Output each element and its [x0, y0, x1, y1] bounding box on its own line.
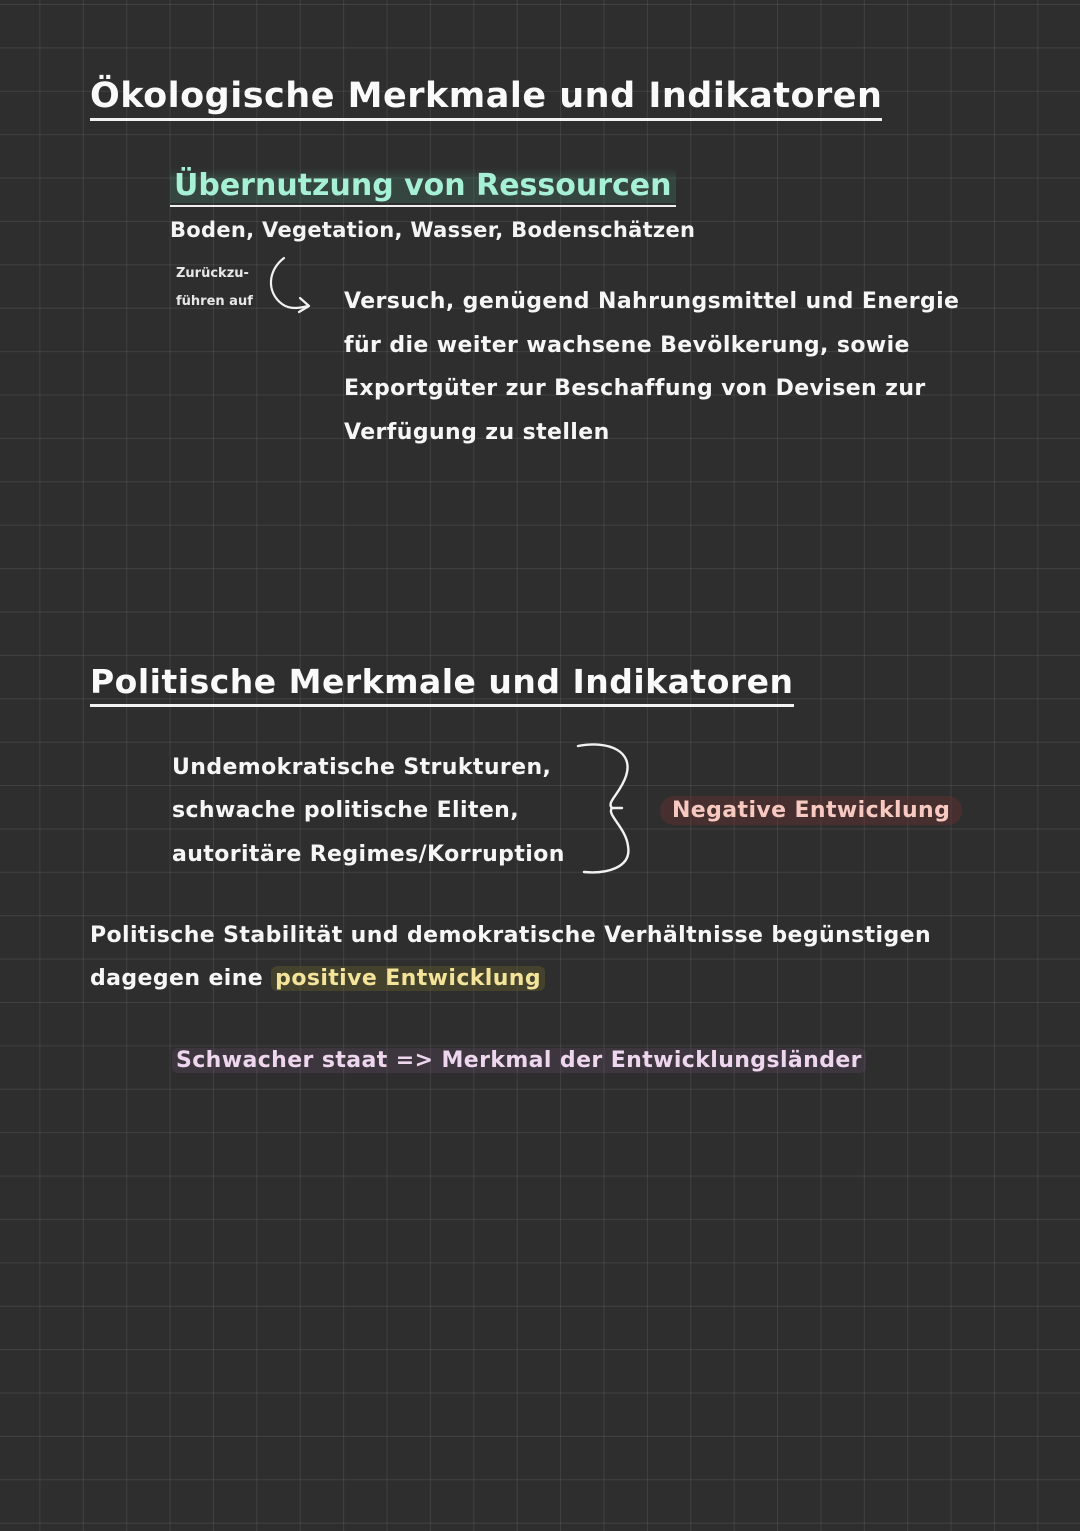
note-zurueckzufuehren-1: Zurückzu-	[176, 266, 249, 281]
weak-state-line	[172, 1039, 866, 1082]
negative-development-text: Negative Entwicklung	[660, 796, 962, 825]
weak-state-prefix: Schwacher staat => Merkmal der	[176, 1048, 603, 1073]
reason-line-1: Versuch, genügend Nahrungsmittel und Energie	[344, 289, 960, 314]
section-title-oekologisch: Ökologische Merkmale und Indikatoren	[90, 76, 882, 121]
note-zurueckzufuehren-2: führen auf	[176, 294, 253, 309]
political-item-3: autoritäre Regimes/Korruption	[172, 842, 565, 867]
stability-line-1: Politische Stabilität und demokratische Verhältnisse begünstigen	[90, 923, 932, 948]
curved-arrow-icon	[262, 252, 322, 322]
stability-prefix: dagegen eine	[90, 966, 264, 991]
subtitle-uebernutzung	[170, 168, 676, 207]
curly-brace-icon	[570, 738, 640, 878]
section-title-politisch: Politische Merkmale und Indikatoren	[90, 662, 794, 707]
subtitle-text: Übernutzung von Ressourcen	[170, 168, 676, 203]
reason-line-4: Verfügung zu stellen	[344, 420, 610, 445]
political-item-1: Undemokratische Strukturen,	[172, 755, 552, 780]
positive-development-highlight: positive Entwicklung	[271, 966, 545, 991]
political-item-2: schwache politische Eliten,	[172, 798, 519, 823]
resource-list: Boden, Vegetation, Wasser, Bodenschätzen	[170, 218, 696, 242]
weak-state-highlight: Entwicklungsländer	[610, 1048, 862, 1073]
stability-line-2	[90, 957, 545, 1000]
reason-line-2: für die weiter wachsene Bevölkerung, sowie	[344, 333, 910, 358]
reason-line-3: Exportgüter zur Beschaffung von Devisen zur	[344, 376, 926, 401]
negative-development-badge	[660, 789, 962, 832]
